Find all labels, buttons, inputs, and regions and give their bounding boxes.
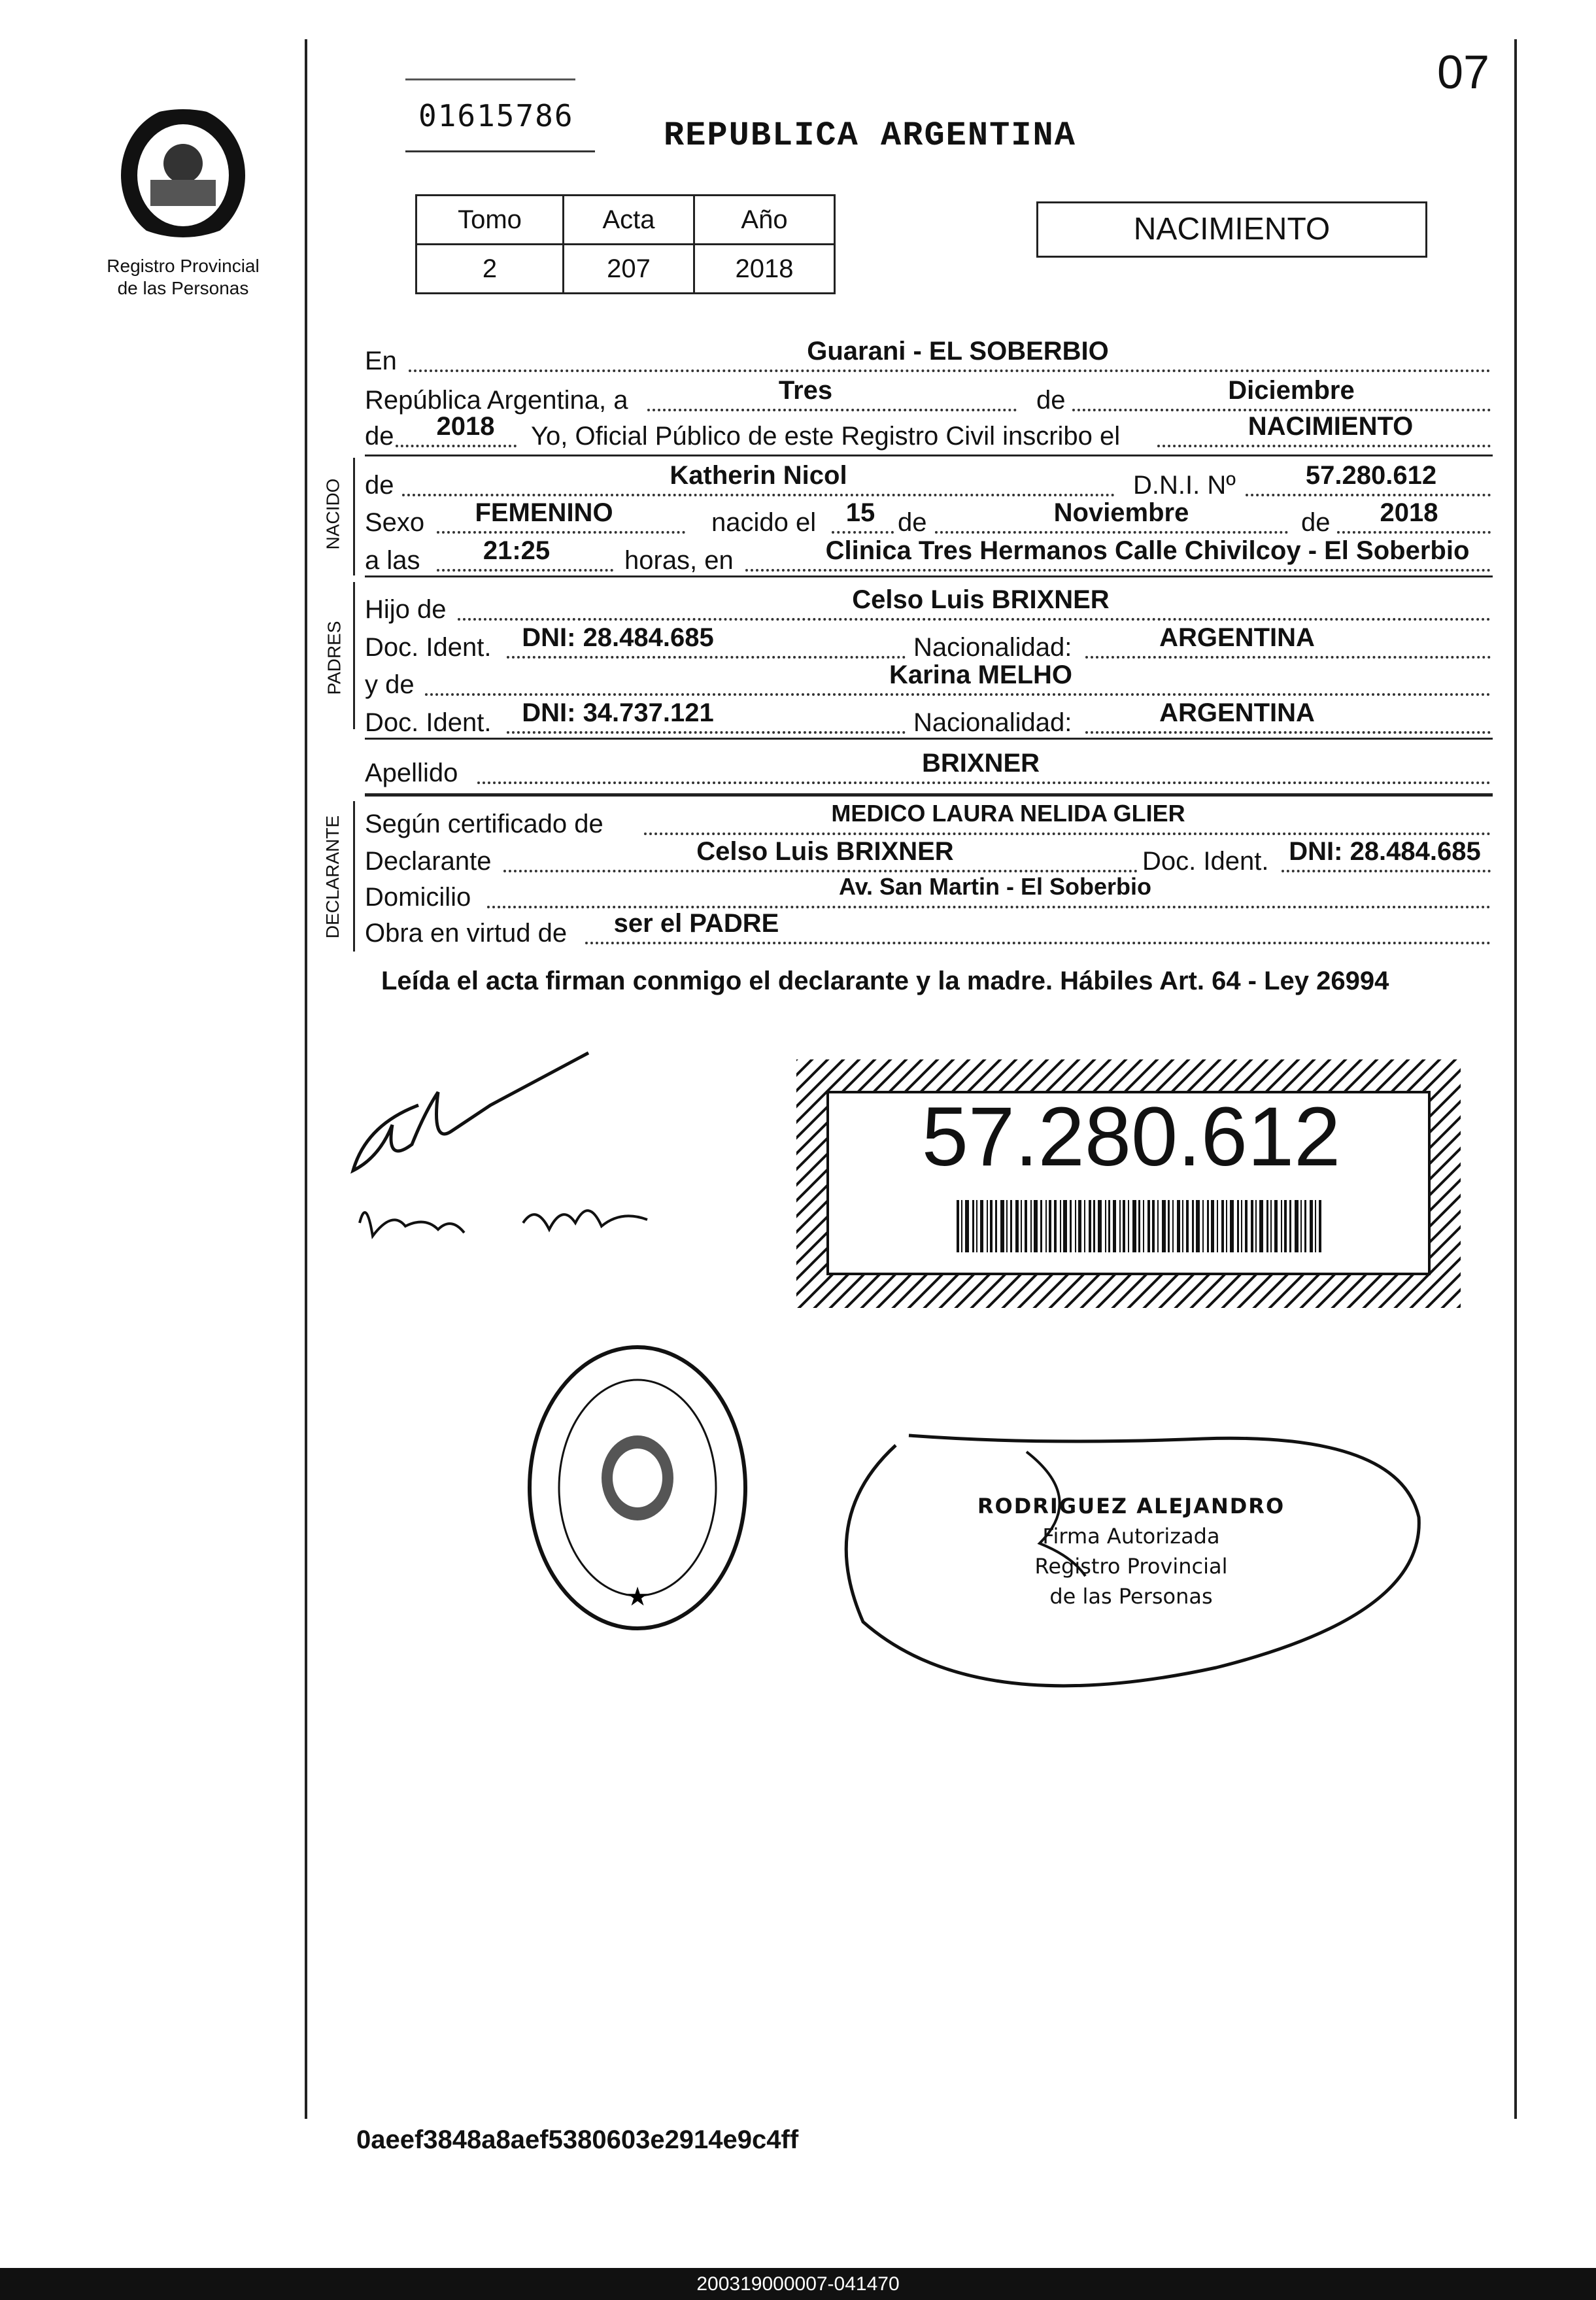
authority-name: RODRIGUEZ ALEJANDRO [977, 1494, 1285, 1519]
barcode-bar [976, 1200, 977, 1252]
barcode-bar [1255, 1200, 1257, 1252]
label-segun-certificado: Según certificado de [365, 810, 603, 838]
dotted-line [935, 531, 1288, 534]
barcode-bar [987, 1200, 988, 1252]
barcode-bar [1132, 1200, 1136, 1252]
dotted-line [832, 531, 894, 534]
barcode-bar [1060, 1200, 1061, 1252]
table-value-acta: 207 [564, 245, 694, 294]
value-madre-doc: DNI: 34.737.121 [522, 698, 714, 727]
barcode-bar [1230, 1200, 1234, 1252]
dotted-line [1085, 656, 1491, 659]
signature-declarante-icon [340, 1046, 706, 1256]
value-certificado: MEDICO LAURA NELIDA GLIER [831, 800, 1185, 827]
barcode-bar [1105, 1200, 1106, 1252]
label-sexo: Sexo [365, 508, 425, 537]
value-padre-doc: DNI: 28.484.685 [522, 623, 714, 652]
barcode-bar [1289, 1200, 1291, 1252]
dotted-line [507, 656, 906, 659]
dotted-line [437, 569, 613, 572]
label-nacionalidad-madre: Nacionalidad: [913, 708, 1072, 737]
label-en: En [365, 347, 397, 375]
barcode-bar [1040, 1200, 1042, 1252]
value-acto: NACIMIENTO [1248, 412, 1414, 441]
value-apellido: BRIXNER [921, 749, 1040, 778]
nacido-bracket [353, 458, 355, 575]
dotted-line [402, 494, 1115, 496]
barcode-bar [1211, 1200, 1214, 1252]
barcode-bar [1207, 1200, 1209, 1252]
left-margin-line [305, 39, 307, 2119]
barcode-bar [1078, 1200, 1081, 1252]
authority-org-line1: Registro Provincial [1034, 1554, 1228, 1579]
value-anio: 2018 [436, 412, 495, 441]
barcode-icon [957, 1200, 1321, 1252]
document-hash: 0aeef3848a8aef5380603e2914e9c4ff [356, 2125, 799, 2154]
logo-caption-line2: de las Personas [117, 278, 249, 298]
barcode-bar [1089, 1200, 1091, 1252]
barcode-bar [1113, 1200, 1116, 1252]
label-y-de: y de [365, 670, 415, 699]
dotted-line [745, 569, 1491, 572]
barcode-bar [1251, 1200, 1253, 1252]
label-de-nombre: de [365, 471, 394, 500]
dotted-line [396, 445, 517, 447]
label-doc-ident-padre: Doc. Ident. [365, 633, 492, 662]
value-madre-nac: ARGENTINA [1159, 698, 1315, 727]
serial-number: 01615786 [405, 98, 595, 152]
dotted-line [425, 693, 1491, 696]
declarante-bracket [353, 801, 355, 952]
footer-id: 200319000007-041470 [0, 2268, 1596, 2300]
document-type-box: NACIMIENTO [1036, 201, 1427, 258]
value-nombre: Katherin Nicol [670, 461, 847, 490]
barcode-bar [1093, 1200, 1095, 1252]
barcode-bar [1237, 1200, 1239, 1252]
barcode-bar [1000, 1200, 1004, 1252]
dotted-line [1337, 531, 1491, 534]
barcode-bar [1241, 1200, 1242, 1252]
value-dia-nac: 15 [845, 498, 875, 527]
dotted-line [487, 906, 1491, 908]
section-label-nacido: NACIDO [322, 478, 343, 550]
barcode-bar [1152, 1200, 1155, 1252]
barcode-bar [1300, 1200, 1302, 1252]
country-title: REPUBLICA ARGENTINA [664, 116, 1076, 155]
dotted-line [1072, 409, 1491, 411]
logo-caption-line1: Registro Provincial [107, 256, 260, 276]
barcode-bar [1021, 1200, 1022, 1252]
label-declarante: Declarante [365, 847, 492, 876]
barcode-bar [1138, 1200, 1140, 1252]
section-divider [365, 575, 1493, 577]
label-yo-oficial: Yo, Oficial Público de este Registro Civil inscribo el [531, 422, 1121, 451]
value-domicilio: Av. San Martin - El Soberbio [838, 873, 1152, 900]
barcode-bar [1315, 1200, 1316, 1252]
barcode-bar [1063, 1200, 1067, 1252]
value-mes-nac: Noviembre [1053, 498, 1189, 527]
value-padre-nac: ARGENTINA [1159, 623, 1315, 652]
label-republica: República Argentina, a [365, 386, 628, 415]
label-nacido-el: nacido el [711, 508, 817, 537]
barcode-bar [1202, 1200, 1204, 1252]
section-divider [365, 455, 1493, 456]
label-apellido: Apellido [365, 759, 458, 787]
barcode-bar [1295, 1200, 1299, 1252]
svg-text:★: ★ [626, 1582, 649, 1612]
dotted-line [503, 870, 1138, 872]
barcode-bar [1098, 1200, 1102, 1252]
logo-caption [92, 255, 275, 300]
barcode-bar [957, 1200, 959, 1252]
barcode-bar [1226, 1200, 1227, 1252]
barcode-bar [1070, 1200, 1072, 1252]
barcode-bar [1143, 1200, 1144, 1252]
section-divider [365, 738, 1493, 740]
authority-org-line2: de las Personas [1049, 1584, 1213, 1609]
value-madre: Karina MELHO [889, 661, 1073, 689]
barcode-bar [1177, 1200, 1180, 1252]
barcode-bar [1049, 1200, 1051, 1252]
dotted-line [644, 832, 1491, 835]
label-hijo-de: Hijo de [365, 595, 447, 624]
dotted-line [585, 942, 1491, 944]
barcode-bar [1304, 1200, 1306, 1252]
table-header-tomo: Tomo [416, 196, 564, 245]
label-de-anio: de [365, 422, 394, 451]
table-header-anio: Año [694, 196, 835, 245]
authority-role: Firma Autorizada [1042, 1524, 1220, 1549]
barcode-bar [1217, 1200, 1218, 1252]
barcode-bar [980, 1200, 983, 1252]
dotted-line [458, 618, 1491, 621]
barcode-bar [1147, 1200, 1150, 1252]
barcode-bar [1157, 1200, 1159, 1252]
barcode-bar [972, 1200, 974, 1252]
label-doc-ident-madre: Doc. Ident. [365, 708, 492, 737]
barcode-bar [1319, 1200, 1321, 1252]
label-de-anio2: de [1301, 508, 1331, 537]
label-horas-en: horas, en [624, 546, 734, 575]
value-dia: Tres [778, 376, 833, 405]
barcode-bar [1054, 1200, 1057, 1252]
barcode-bar [1310, 1200, 1313, 1252]
dotted-line [1246, 494, 1491, 496]
delegation-seal-icon [523, 1341, 752, 1635]
page-number: 07 [1437, 46, 1490, 99]
dotted-line [437, 531, 685, 534]
right-margin-line [1514, 39, 1517, 2119]
authority-block [961, 1491, 1301, 1611]
value-declarante-doc: DNI: 28.484.685 [1289, 837, 1481, 866]
value-declarante: Celso Luis BRIXNER [696, 837, 954, 866]
label-domicilio: Domicilio [365, 883, 471, 912]
dotted-line [1282, 870, 1491, 872]
serial-overline [405, 78, 575, 80]
barcode-bar [1119, 1200, 1121, 1252]
barcode-bar [995, 1200, 997, 1252]
barcode-bar [1266, 1200, 1268, 1252]
barcode-bar [1274, 1200, 1278, 1252]
barcode-bar [1259, 1200, 1263, 1252]
dotted-line [409, 369, 1491, 372]
padres-bracket [353, 582, 355, 729]
label-obra: Obra en virtud de [365, 919, 568, 948]
value-anio-nac: 2018 [1380, 498, 1438, 527]
table-value-tomo: 2 [416, 245, 564, 294]
barcode-bar [1172, 1200, 1174, 1252]
barcode-bar [1045, 1200, 1047, 1252]
section-label-padres: PADRES [324, 621, 345, 695]
barcode-bar [1123, 1200, 1125, 1252]
label-de-mes: de [1036, 386, 1066, 415]
label-doc-ident-declarante: Doc. Ident. [1142, 847, 1269, 876]
label-nacionalidad-padre: Nacionalidad: [913, 633, 1072, 662]
barcode-bar [1192, 1200, 1194, 1252]
value-mes: Diciembre [1228, 376, 1355, 405]
value-lugar: Guarani - EL SOBERBIO [807, 337, 1109, 366]
value-dni: 57.280.612 [1305, 461, 1437, 490]
label-a-las: a las [365, 546, 420, 575]
section-label-declarante: DECLARANTE [322, 815, 343, 939]
barcode-bar [1030, 1200, 1032, 1252]
dni-stamp-number: 57.280.612 [921, 1090, 1341, 1184]
barcode-bar [1196, 1200, 1200, 1252]
label-dni: D.N.I. Nº [1133, 471, 1236, 500]
barcode-bar [1015, 1200, 1019, 1252]
barcode-bar [1168, 1200, 1170, 1252]
dotted-line [1085, 731, 1491, 734]
table-header-acta: Acta [564, 196, 694, 245]
barcode-bar [1281, 1200, 1282, 1252]
barcode-bar [965, 1200, 969, 1252]
barcode-bar [1006, 1200, 1008, 1252]
barcode-bar [961, 1200, 962, 1252]
value-hora: 21:25 [483, 536, 551, 565]
dotted-line [1157, 445, 1491, 447]
acta-table [415, 194, 836, 294]
dotted-line [647, 409, 1017, 411]
value-sexo: FEMENINO [475, 498, 613, 527]
label-de-dia: de [898, 508, 927, 537]
value-padre: Celso Luis BRIXNER [852, 585, 1110, 614]
coat-of-arms-icon [114, 98, 252, 249]
barcode-bar [1034, 1200, 1038, 1252]
barcode-bar [1270, 1200, 1272, 1252]
barcode-bar [1186, 1200, 1189, 1252]
barcode-bar [1162, 1200, 1166, 1252]
signed-note: Leída el acta firman conmigo el declarante y la madre. Hábiles Art. 64 - Ley 26994 [381, 967, 1389, 995]
barcode-bar [1084, 1200, 1085, 1252]
barcode-bar [1221, 1200, 1224, 1252]
barcode-bar [1025, 1200, 1027, 1252]
table-value-anio: 2018 [694, 245, 835, 294]
barcode-bar [990, 1200, 993, 1252]
barcode-bar [1182, 1200, 1183, 1252]
barcode-bar [1010, 1200, 1012, 1252]
value-obra: ser el PADRE [613, 909, 779, 938]
dotted-line [477, 781, 1491, 784]
value-lugar-nac: Clinica Tres Hermanos Calle Chivilcoy - El Soberbio [825, 536, 1470, 565]
section-divider [365, 793, 1493, 797]
barcode-bar [1284, 1200, 1287, 1252]
barcode-bar [1075, 1200, 1076, 1252]
barcode-bar [1128, 1200, 1129, 1252]
barcode-bar [1245, 1200, 1248, 1252]
barcode-bar [1108, 1200, 1110, 1252]
dotted-line [507, 731, 906, 734]
